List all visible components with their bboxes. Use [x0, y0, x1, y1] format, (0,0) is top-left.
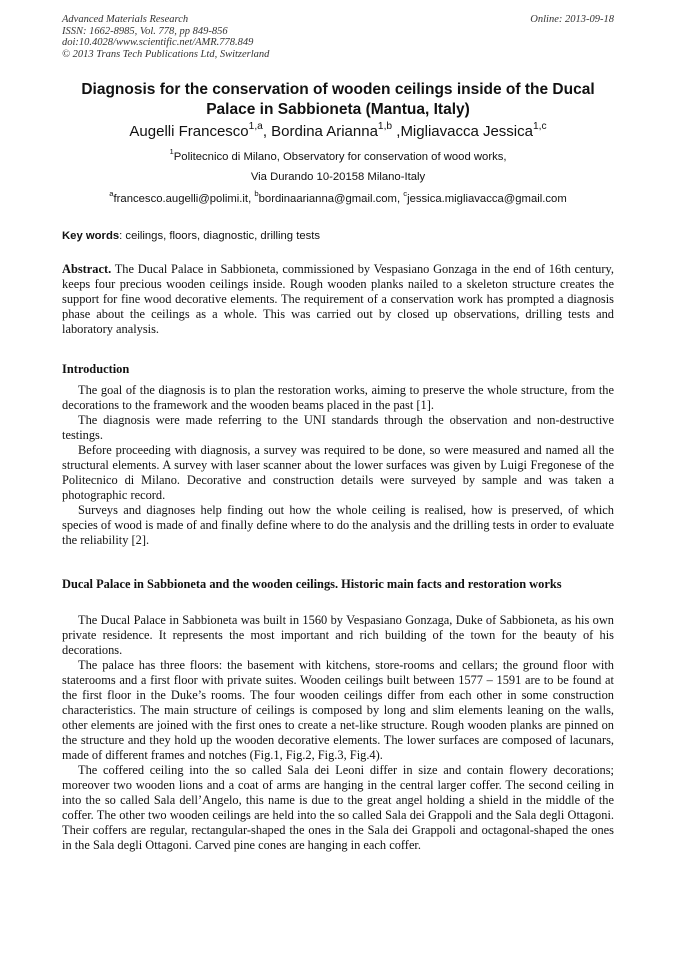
affiliation-line-1 [62, 147, 614, 164]
author-name: Augelli Francesco [129, 123, 249, 140]
paragraph: The Ducal Palace in Sabbioneta was built in 1560 by Vespasiano Gonzaga, Duke of Sabbioneta, as his own private residence. It represents the most important and rich building of the town for the beauty of his decorations. [62, 613, 614, 657]
journal-header [62, 14, 614, 60]
paragraph: The palace has three floors: the basement with kitchens, store-rooms and cellars; the ground floor with staterooms and a first floor with private suites. Wooden ceilings built between 1577 – 1591 are to be found at the first floor in the Duke’s rooms. The four wooden ceilings differ from each other in some construction characteristics. The main structure of ceilings is composed by long and slim elements leaning on the walls, other elements are joined with the first ones to create a net-like structure. Rough wooden planks are pinned on the structure and they hold up the wooden decorative elements. The lower surfaces are composed of lacunars, made of different frames and notches (Fig.1, Fig.2, Fig.3, Fig.4). [62, 658, 614, 762]
online-date: Online: 2013-09-18 [530, 14, 614, 25]
keywords-label: Key words [62, 230, 120, 242]
doi-line: doi:10.4028/www.scientific.net/AMR.778.849 [62, 37, 254, 48]
email-mark: b [254, 189, 259, 199]
email-address[interactable]: bordinaarianna@gmail.com [258, 193, 397, 205]
email-mark: a [109, 189, 114, 199]
paragraph: The diagnosis were made referring to the UNI standards through the observation and non-destructive testings. [62, 413, 614, 442]
email-address[interactable]: jessica.migliavacca@gmail.com [407, 193, 567, 205]
paragraph: The coffered ceiling into the so called Sala dei Leoni differ in size and contain flowery decorations; moreover two wooden lions and a coat of arms are hanging in the central larger coffer. The second ceiling in into the so called Sala dell’Angelo, this name is due to the great angel holding a shield in the middle of the coffer. The other two wooden ceilings are held into the so called Sala dei Grappoli and the Sala degli Ottagoni. Their coffers are regular, rectangular-shaped the ones in the Sala dei Grappoli and octagonal-shaped the ones in the Sala degli Ottagoni. Carved pine cones are hanging in each coffer. [62, 763, 614, 852]
abstract-label: Abstract. [62, 262, 112, 276]
section-heading-introduction: Introduction [62, 362, 130, 376]
author-sup: 1,a [248, 120, 263, 132]
affiliation-mark: 1 [169, 147, 174, 157]
author-name: Migliavacca Jessica [400, 123, 533, 140]
journal-name: Advanced Materials Research [62, 14, 189, 25]
author-sup: 1,c [532, 120, 547, 132]
author-list [62, 122, 614, 142]
abstract-text: The Ducal Palace in Sabbioneta, commissioned by Vespasiano Gonzaga in the end of 16th century, keeps four precious wooden ceilings inside. Rough wooden planks nailed to a skeleton structure creates the support for fine wood decorative elements. The requirement of a conservation work has prompted a diagnosis phase about the ceilings as a whole. This was carried out by closed up observations, drilling tests and laboratory analysis. [62, 262, 614, 336]
introduction-body [62, 383, 614, 548]
ducal-palace-body [62, 613, 614, 853]
email-sep: , [396, 193, 404, 205]
email-mark: c [403, 189, 408, 199]
paragraph: Before proceeding with diagnosis, a survey was required to be done, so were measured and named all the structural elements. A survey with laser scanner about the lower surfaces was given by Luigi Fregonese of the Politecnico di Milano. Decorative and construction details were surveyed by sample and was taken a photographic record. [62, 443, 614, 502]
keywords-text: : ceilings, floors, diagnostic, drilling tests [119, 230, 321, 242]
keywords [62, 229, 614, 243]
author-name: Bordina Arianna [271, 123, 378, 140]
copyright-line: © 2013 Trans Tech Publications Ltd, Switzerland [62, 48, 270, 60]
email-sep: , [248, 193, 255, 205]
paragraph: The goal of the diagnosis is to plan the restoration works, aiming to preserve the whole structure, from the decorations to the framework and the wooden beams placed in the past [1]. [62, 383, 614, 412]
paragraph: Surveys and diagnoses help finding out how the whole ceiling is realised, how is preserved, of which species of wood is made of and finally define where to do the analysis and the drilling tests in order to evaluate the reliability [2]. [62, 503, 614, 547]
author-sep: , [262, 123, 272, 140]
issn-line: ISSN: 1662-8985, Vol. 778, pp 849-856 [62, 25, 228, 37]
author-sep: , [392, 123, 401, 140]
paper-title: Diagnosis for the conservation of wooden ceilings inside of the Ducal Palace in Sabbioneta (Mantua, Italy) [81, 81, 595, 118]
email-address[interactable]: francesco.augelli@polimi.it [113, 193, 249, 205]
abstract [62, 262, 614, 337]
email-line [62, 189, 614, 206]
affiliation-text: Politecnico di Milano, Observatory for conservation of wood works, [173, 151, 507, 163]
section-heading-ducal-palace: Ducal Palace in Sabbioneta and the wooden ceilings. Historic main facts and restoration works [62, 577, 562, 591]
author-sup: 1,b [377, 120, 393, 132]
affiliation-line-2: Via Durando 10-20158 Milano-Italy [250, 171, 426, 183]
